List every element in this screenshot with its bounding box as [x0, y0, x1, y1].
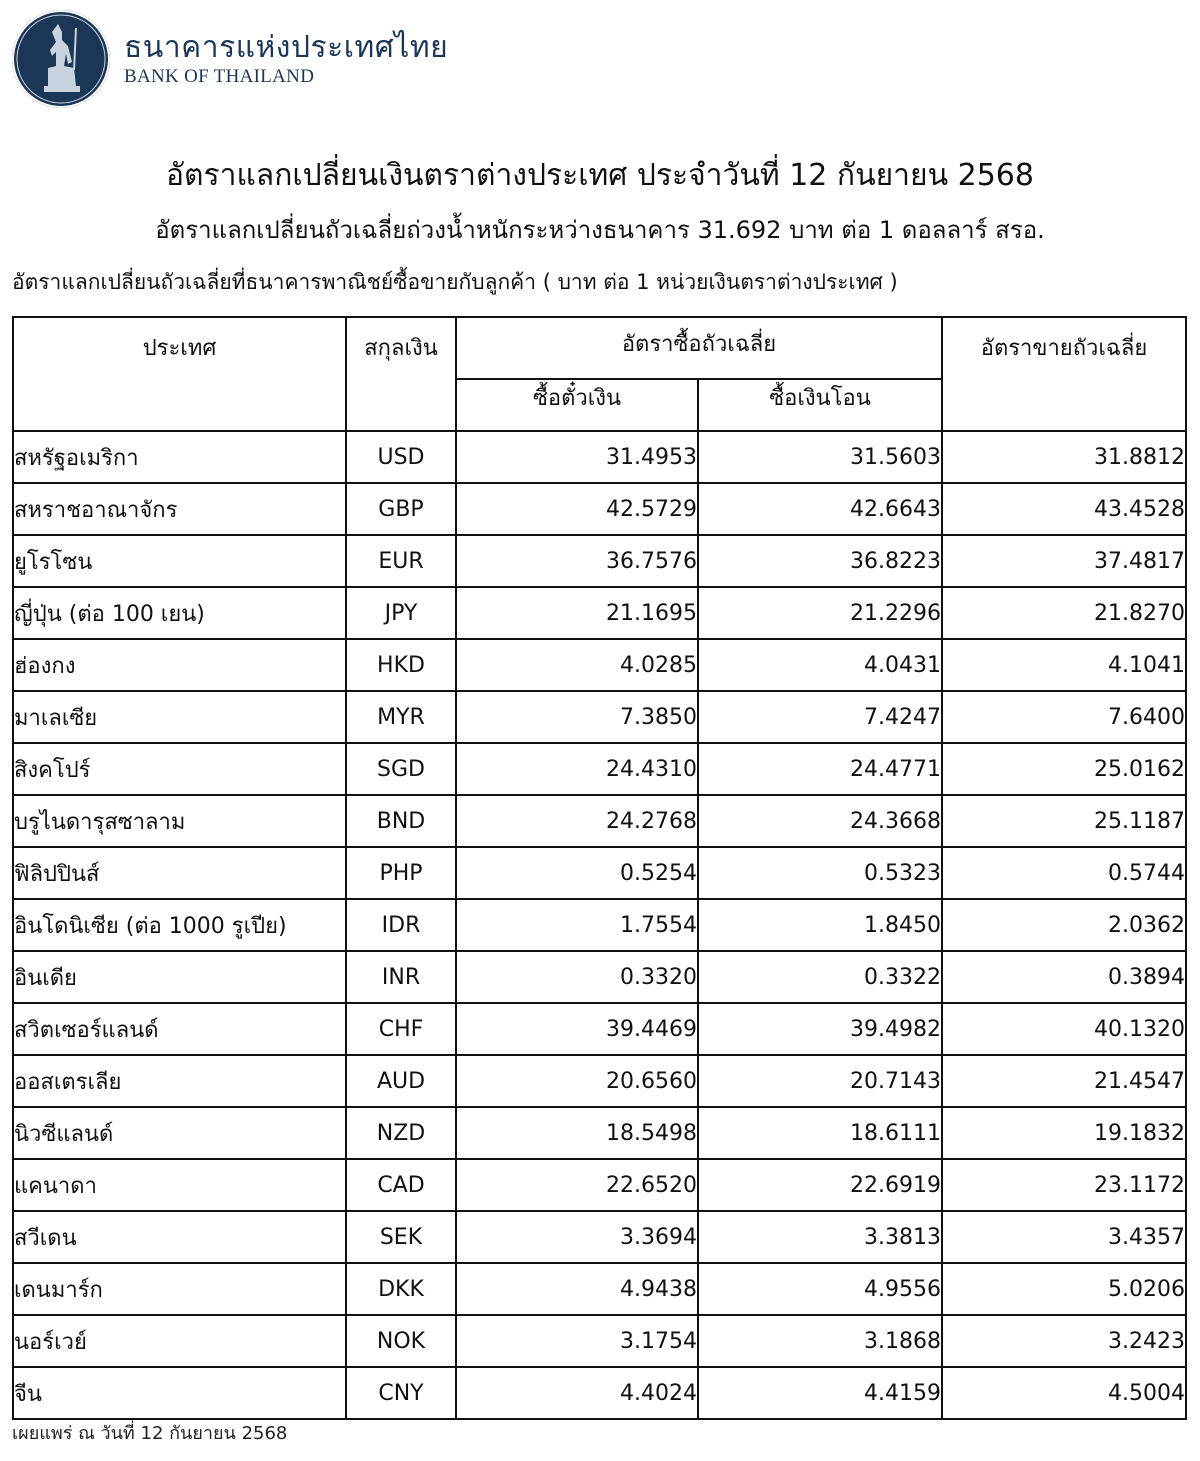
exchange-rate-table: [12, 316, 1187, 1420]
selling-rate-cell: 25.0162: [942, 743, 1186, 795]
currency-code-cell: GBP: [346, 483, 456, 535]
header-country: ประเทศ: [13, 317, 346, 431]
currency-code-cell: MYR: [346, 691, 456, 743]
selling-rate-cell: 0.3894: [942, 951, 1186, 1003]
currency-code-cell: PHP: [346, 847, 456, 899]
currency-code-cell: SEK: [346, 1211, 456, 1263]
country-cell: สหราชอาณาจักร: [13, 483, 346, 535]
selling-rate-cell: 7.6400: [942, 691, 1186, 743]
selling-rate-cell: 43.4528: [942, 483, 1186, 535]
transfer-rate-cell: 24.4771: [698, 743, 942, 795]
currency-code-cell: CNY: [346, 1367, 456, 1419]
sight-bill-rate-cell: 4.9438: [456, 1263, 698, 1315]
brand-name-english: BANK OF THAILAND: [124, 66, 315, 87]
table-row: [13, 847, 1186, 899]
page-title: อัตราแลกเปลี่ยนเงินตราต่างประเทศ ประจำวันที่ 12 กันยายน 2568: [166, 158, 1034, 193]
currency-code-cell: SGD: [346, 743, 456, 795]
country-cell: จีน: [13, 1367, 346, 1419]
country-cell: มาเลเซีย: [13, 691, 346, 743]
interbank-rate-subtitle: อัตราแลกเปลี่ยนถัวเฉลี่ยถ่วงน้ำหนักระหว่างธนาคาร 31.692 บาท ต่อ 1 ดอลลาร์ สรอ.: [155, 216, 1045, 244]
country-cell: อินโดนิเซีย (ต่อ 1000 รูเปีย): [13, 899, 346, 951]
currency-code-cell: NZD: [346, 1107, 456, 1159]
country-cell: สิงคโปร์: [13, 743, 346, 795]
sight-bill-rate-cell: 42.5729: [456, 483, 698, 535]
transfer-rate-cell: 0.3322: [698, 951, 942, 1003]
currency-code-cell: DKK: [346, 1263, 456, 1315]
transfer-rate-cell: 18.6111: [698, 1107, 942, 1159]
table-row: [13, 1159, 1186, 1211]
sight-bill-rate-cell: 0.3320: [456, 951, 698, 1003]
transfer-rate-cell: 4.9556: [698, 1263, 942, 1315]
selling-rate-cell: 4.5004: [942, 1367, 1186, 1419]
selling-rate-cell: 4.1041: [942, 639, 1186, 691]
table-row: [13, 795, 1186, 847]
transfer-rate-cell: 4.0431: [698, 639, 942, 691]
country-cell: นิวซีแลนด์: [13, 1107, 346, 1159]
country-cell: แคนาดา: [13, 1159, 346, 1211]
selling-rate-cell: 23.1172: [942, 1159, 1186, 1211]
currency-code-cell: NOK: [346, 1315, 456, 1367]
country-cell: ญี่ปุ่น (ต่อ 100 เยน): [13, 587, 346, 639]
transfer-rate-cell: 39.4982: [698, 1003, 942, 1055]
sight-bill-rate-cell: 3.1754: [456, 1315, 698, 1367]
header-currency: สกุลเงิน: [346, 317, 456, 431]
table-row: [13, 1107, 1186, 1159]
currency-code-cell: HKD: [346, 639, 456, 691]
selling-rate-cell: 2.0362: [942, 899, 1186, 951]
selling-rate-cell: 0.5744: [942, 847, 1186, 899]
table-row: [13, 899, 1186, 951]
transfer-rate-cell: 3.1868: [698, 1315, 942, 1367]
country-cell: นอร์เวย์: [13, 1315, 346, 1367]
table-row: [13, 535, 1186, 587]
table-row: [13, 431, 1186, 483]
currency-code-cell: USD: [346, 431, 456, 483]
header-transfer: ซื้อเงินโอน: [698, 379, 942, 431]
sight-bill-rate-cell: 18.5498: [456, 1107, 698, 1159]
country-cell: อินเดีย: [13, 951, 346, 1003]
table-row: [13, 951, 1186, 1003]
table-row: [13, 1003, 1186, 1055]
selling-rate-cell: 40.1320: [942, 1003, 1186, 1055]
brand-name-thai: ธนาคารแห่งประเทศไทย: [124, 30, 449, 65]
table-row: [13, 483, 1186, 535]
sight-bill-rate-cell: 39.4469: [456, 1003, 698, 1055]
country-cell: สหรัฐอเมริกา: [13, 431, 346, 483]
header-sight-bill: ซื้อตั๋วเงิน: [456, 379, 698, 431]
sight-bill-rate-cell: 31.4953: [456, 431, 698, 483]
country-cell: ฟิลิปปินส์: [13, 847, 346, 899]
sight-bill-rate-cell: 21.1695: [456, 587, 698, 639]
transfer-rate-cell: 42.6643: [698, 483, 942, 535]
transfer-rate-cell: 4.4159: [698, 1367, 942, 1419]
transfer-rate-cell: 3.3813: [698, 1211, 942, 1263]
sight-bill-rate-cell: 4.4024: [456, 1367, 698, 1419]
sight-bill-rate-cell: 24.4310: [456, 743, 698, 795]
table-row: [13, 587, 1186, 639]
currency-code-cell: CHF: [346, 1003, 456, 1055]
currency-code-cell: JPY: [346, 587, 456, 639]
country-cell: บรูไนดารุสซาลาม: [13, 795, 346, 847]
header-avg-selling-rate: อัตราขายถัวเฉลี่ย: [942, 317, 1186, 431]
table-row: [13, 1211, 1186, 1263]
table-row: [13, 691, 1186, 743]
country-cell: ฮ่องกง: [13, 639, 346, 691]
country-cell: ออสเตรเลีย: [13, 1055, 346, 1107]
transfer-rate-cell: 36.8223: [698, 535, 942, 587]
selling-rate-cell: 5.0206: [942, 1263, 1186, 1315]
table-row: [13, 1367, 1186, 1419]
currency-code-cell: AUD: [346, 1055, 456, 1107]
selling-rate-cell: 3.4357: [942, 1211, 1186, 1263]
bank-logo: [12, 10, 448, 108]
table-row: [13, 743, 1186, 795]
sight-bill-rate-cell: 3.3694: [456, 1211, 698, 1263]
table-row: [13, 639, 1186, 691]
sight-bill-rate-cell: 4.0285: [456, 639, 698, 691]
selling-rate-cell: 21.8270: [942, 587, 1186, 639]
selling-rate-cell: 31.8812: [942, 431, 1186, 483]
country-cell: สวิตเซอร์แลนด์: [13, 1003, 346, 1055]
currency-code-cell: INR: [346, 951, 456, 1003]
sight-bill-rate-cell: 36.7576: [456, 535, 698, 587]
table-row: [13, 1055, 1186, 1107]
sight-bill-rate-cell: 7.3850: [456, 691, 698, 743]
selling-rate-cell: 3.2423: [942, 1315, 1186, 1367]
transfer-rate-cell: 24.3668: [698, 795, 942, 847]
table-row: [13, 1263, 1186, 1315]
selling-rate-cell: 19.1832: [942, 1107, 1186, 1159]
currency-code-cell: BND: [346, 795, 456, 847]
sight-bill-rate-cell: 24.2768: [456, 795, 698, 847]
selling-rate-cell: 21.4547: [942, 1055, 1186, 1107]
table-caption: อัตราแลกเปลี่ยนถัวเฉลี่ยที่ธนาคารพาณิชย์ซื้อขายกับลูกค้า ( บาท ต่อ 1 หน่วยเงินตราต่างประเทศ ): [12, 270, 898, 294]
bank-of-thailand-seal-icon: [12, 10, 110, 108]
transfer-rate-cell: 7.4247: [698, 691, 942, 743]
transfer-rate-cell: 0.5323: [698, 847, 942, 899]
country-cell: ยูโรโซน: [13, 535, 346, 587]
currency-code-cell: IDR: [346, 899, 456, 951]
transfer-rate-cell: 20.7143: [698, 1055, 942, 1107]
transfer-rate-cell: 1.8450: [698, 899, 942, 951]
country-cell: เดนมาร์ก: [13, 1263, 346, 1315]
table-row: [13, 1315, 1186, 1367]
transfer-rate-cell: 22.6919: [698, 1159, 942, 1211]
sight-bill-rate-cell: 1.7554: [456, 899, 698, 951]
transfer-rate-cell: 31.5603: [698, 431, 942, 483]
currency-code-cell: CAD: [346, 1159, 456, 1211]
transfer-rate-cell: 21.2296: [698, 587, 942, 639]
selling-rate-cell: 37.4817: [942, 535, 1186, 587]
country-cell: สวีเดน: [13, 1211, 346, 1263]
sight-bill-rate-cell: 20.6560: [456, 1055, 698, 1107]
sight-bill-rate-cell: 0.5254: [456, 847, 698, 899]
selling-rate-cell: 25.1187: [942, 795, 1186, 847]
sight-bill-rate-cell: 22.6520: [456, 1159, 698, 1211]
header-avg-buying-rate: อัตราซื้อถัวเฉลี่ย: [456, 317, 942, 379]
publish-date-footnote: เผยแพร่ ณ วันที่ 12 กันยายน 2568: [12, 1423, 288, 1444]
currency-code-cell: EUR: [346, 535, 456, 587]
